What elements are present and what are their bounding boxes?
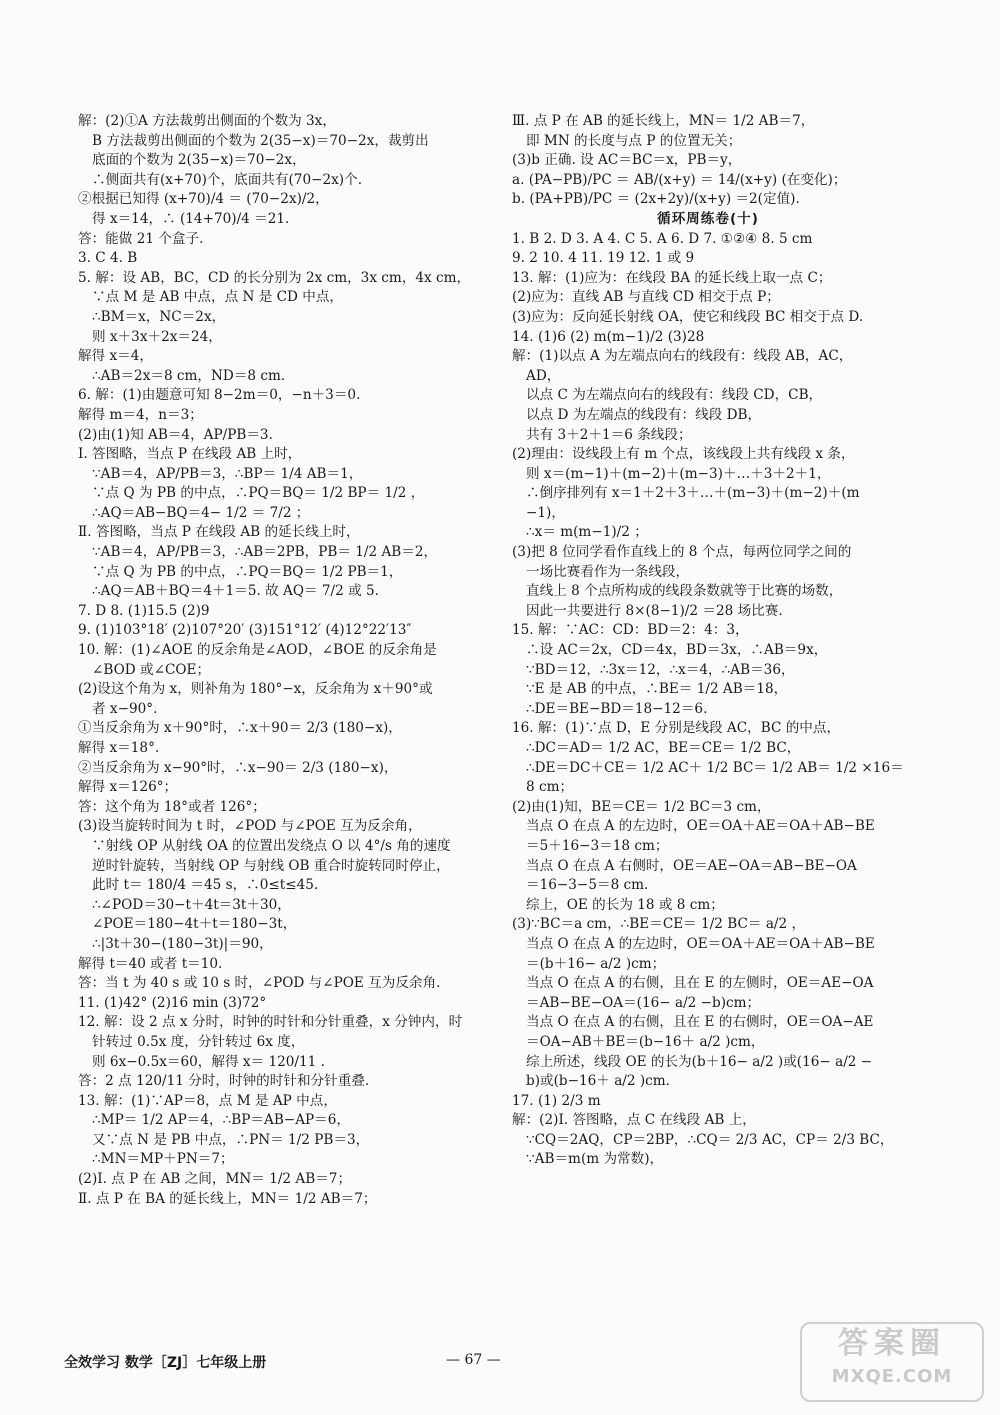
left-text-line: 9. (1)103°18′ (2)107°20′ (3)151°12′ (4)12°22′13″ [78, 622, 412, 639]
left-text-line: 答：这个角为 18°或者 126°； [78, 798, 266, 815]
left-text-line: Ⅱ. 点 P 在 BA 的延长线上，MN＝ 1/2 AB＝7； [78, 1190, 377, 1207]
right-text-line: 以点 C 为左端点向右的线段有：线段 CD，CB， [526, 387, 823, 404]
right-text-line: ∴DE＝BE−BD＝18−12＝6. [526, 700, 708, 717]
right-text-line: 解：(2)Ⅰ. 答图略，点 C 在线段 AB 上， [512, 1112, 756, 1129]
left-text-line: 针转过 0.5x 度，分针转过 6x 度， [92, 1033, 305, 1050]
left-text-line: 解得 x＝18°. [78, 740, 160, 756]
watermark-logo [800, 1322, 984, 1402]
right-text-line: 当点 O 在点 A 的右侧，且在 E 的左侧时，OE＝AE−OA [526, 975, 874, 992]
right-text-line: (2)理由：设线段上有 m 个点，该线段上共有线段 x 条， [512, 446, 855, 463]
right-text-line: 16. 解：(1)∵点 D，E 分别是线段 AC，BC 的中点， [512, 720, 841, 737]
right-text-line: ∴x＝ m(m−1)/2 ； [526, 524, 648, 541]
right-text-line: 当点 O 在点 A 的右侧，且在 E 的右侧时，OE＝OA−AE [526, 1014, 874, 1031]
right-text-line: ＝5＋16−3＝18 cm； [526, 837, 669, 854]
left-text-line: 底面的个数为 2(35−x)＝70−2x， [92, 152, 306, 169]
right-text-line: 解：(1)以点 A 为左端点向右的线段有：线段 AB，AC， [512, 348, 853, 365]
book-title: 全效学习 数学［ZJ］七年级上册 [64, 1355, 267, 1371]
right-text-line: 共有 3＋2＋1＝6 条线段； [526, 426, 692, 443]
right-text-line: b)或(b−16＋ a/2 )cm. [526, 1073, 670, 1090]
right-text-line: 以点 D 为左端点的线段有：线段 DB， [526, 406, 762, 423]
right-text-line: 一场比赛看作为一条线段， [526, 563, 690, 580]
right-text-line: 9. 2 10. 4 11. 19 12. 1 或 9 [512, 250, 695, 267]
right-text-line: 则 x＝(m−1)＋(m−2)＋(m−3)＋…＋3＋2＋1， [526, 465, 831, 482]
right-text-line: (3)应为：反向延长射线 OA，使它和线段 BC 相交于点 D. [512, 308, 864, 325]
left-text-line: ∠BOD 或∠COE； [92, 661, 211, 678]
right-text-line: (2)由(1)知，BE＝CE＝ 1/2 BC＝3 cm， [512, 798, 771, 815]
left-text-line: ∵点 Q 为 PB 的中点，∴PQ＝BQ＝ 1/2 BP＝ 1/2 ， [92, 485, 425, 502]
left-text-line: 答：能做 21 个盒子. [78, 230, 204, 247]
left-text-line: 6. 解：(1)由题意可知 8−2m＝0，−n＋3＝0. [78, 387, 361, 404]
right-text-line: 1. B 2. D 3. A 4. C 5. A 6. D 7. ①②④ 8. 5 cm [512, 230, 813, 247]
right-text-line: −1)， [526, 504, 565, 521]
left-text-line: Ⅱ. 答图略，当点 P 在线段 AB 的延长线上时， [78, 524, 360, 541]
page-number: — 67 — [446, 1352, 501, 1368]
right-text-line: 当点 O 在点 A 的左边时，OE＝OA＋AE＝OA＋AB−BE [526, 818, 875, 835]
left-text-line: (3)设当旋转时间为 t 时，∠POD 与∠POE 互为反余角， [78, 818, 422, 835]
watermark-bottom-text: MXQE.COM [831, 1366, 953, 1387]
right-text-line: (2)应为：直线 AB 与直线 CD 相交于点 P； [512, 289, 780, 306]
right-text-line: a. (PA−PB)/PC ＝ AB/(x+y) ＝ 14/(x+y) (在变化)； [512, 171, 847, 188]
left-text-line: 10. 解：(1)∠AOE 的反余角是∠AOD，∠BOE 的反余角是 [78, 642, 437, 659]
right-text-line: ∵BD＝12，∴3x＝12，∴x＝4，∴AB＝36， [526, 661, 795, 678]
right-text-line: ＝16−3−5＝8 cm. [526, 877, 649, 894]
left-text-line: ∵点 M 是 AB 中点，点 N 是 CD 中点， [92, 289, 344, 306]
left-text-line: 答：当 t 为 40 s 或 10 s 时，∠POD 与∠POE 互为反余角. [78, 975, 441, 992]
right-text-line: 当点 O 在点 A 右侧时，OE＝AE−OA＝AB−BE−OA [526, 857, 857, 874]
left-text-line: 又∵点 N 是 PB 中点，∴PN＝ 1/2 PB＝3， [92, 1131, 370, 1148]
right-text-line: ＝(b＋16− a/2 )cm； [526, 955, 666, 972]
left-text-line: ∴AQ＝AB＋BQ＝4＋1＝5. 故 AQ＝ 7/2 或 5. [92, 583, 379, 600]
left-text-line: ∠POE＝180−4t＋t＝180−3t， [92, 916, 297, 933]
left-text-line: 则 x＋3x＋2x＝24， [92, 328, 222, 345]
left-text-line: ∵射线 OP 从射线 OA 的位置出发绕点 O 以 4°/s 角的速度 [92, 837, 451, 854]
right-text-line: ＝OA−AB＋BE＝(b−16＋ a/2 )cm， [526, 1033, 765, 1050]
left-text-line: 答：2 点 120/11 分时，时钟的时针和分针重叠. [78, 1073, 370, 1090]
left-text-line: (2)设这个角为 x，则补角为 180°−x，反余角为 x＋90°或 [78, 681, 433, 698]
left-text-line: ∴BM＝x，NC＝2x， [92, 308, 226, 325]
left-text-line: 逆时针旋转，当射线 OP 与射线 OB 重合时旋转同时停止， [92, 857, 450, 874]
left-text-line: ∵AB＝4，AP/PB＝3，∴BP＝ 1/4 AB＝1， [92, 465, 363, 482]
right-text-line: 14. (1)6 (2) m(m−1)/2 (3)28 [512, 328, 705, 345]
left-text-line: 11. (1)42° (2)16 min (3)72° [78, 994, 267, 1011]
right-text-line: ∵E 是 AB 的中点，∴BE＝ 1/2 AB＝18， [526, 681, 788, 698]
right-text-line: AD， [526, 367, 561, 384]
left-text-line: 解得 m＝4，n＝3； [78, 406, 203, 423]
right-text-line: 8 cm； [526, 779, 574, 796]
left-text-line: ②根据已知得 (x+70)/4 ＝ (70−2x)/2， [78, 191, 329, 208]
left-text-line: 得 x＝14，∴ (14+70)/4 ＝21. [92, 210, 290, 227]
left-text-line: ∴MP＝ 1/2 AP＝4，∴BP＝AB−AP＝6， [92, 1112, 351, 1129]
left-text-line: 13. 解：(1)∵AP＝8，点 M 是 AP 中点， [78, 1092, 337, 1109]
right-text-line: 当点 O 在点 A 的左边时，OE＝OA＋AE＝OA＋AB−BE [526, 935, 875, 952]
right-text-line: ∵AB＝m(m 为常数)， [526, 1151, 664, 1168]
left-text-line: ∴侧面共有(x+70)个，底面共有(70−2x)个. [92, 171, 363, 188]
left-text-line: ∴|3t＋30−(180−3t)|＝90， [92, 935, 273, 952]
left-text-line: 解得 x＝126°； [78, 779, 178, 796]
right-text-line: ∴DC＝AD＝ 1/2 AC，BE＝CE＝ 1/2 BC， [526, 740, 801, 756]
right-text-line: 13. 解：(1)应为：在线段 BA 的延长线上取一点 C； [512, 269, 832, 286]
right-text-line: ∵CQ＝2AQ，CP＝2BP，∴CQ＝ 2/3 AC，CP＝ 2/3 BC， [526, 1131, 894, 1148]
left-text-line: B 方法裁剪出侧面的个数为 2(35−x)＝70−2x，裁剪出 [92, 132, 429, 149]
right-text-line: (3)把 8 位同学看作直线上的 8 个点，每两位同学之间的 [512, 544, 852, 561]
left-text-line: 解得 t＝40 或者 t＝10. [78, 955, 223, 972]
left-text-line: ∵AB＝4，AP/PB＝3，∴AB＝2PB，PB＝ 1/2 AB＝2， [92, 544, 438, 561]
left-text-line: (2)Ⅰ. 点 P 在 AB 之间，MN＝ 1/2 AB＝7； [78, 1171, 352, 1188]
right-text-line: (3)b 正确. 设 AC＝BC＝x，PB＝y， [512, 152, 742, 169]
left-text-line: ∴AQ＝AB−BQ＝4− 1/2 ＝ 7/2 ； [92, 504, 310, 521]
right-text-line: (3)∵BC＝a cm，∴BE＝CE＝ 1/2 BC＝ a/2 ， [512, 916, 806, 933]
right-column [512, 112, 904, 1170]
left-text-line: ∵点 Q 为 PB 的中点，∴PQ＝BQ＝ 1/2 PB＝1， [92, 563, 403, 580]
left-text-line: (2)由(1)知 AB＝4，AP/PB＝3. [78, 426, 273, 443]
left-text-line: 3. C 4. B [78, 250, 138, 267]
left-text-line: ①当反余角为 x＋90°时，∴x＋90＝ 2/3 (180−x)， [78, 720, 402, 737]
right-text-line: 综上所述，线段 OE 的长为(b＋16− a/2 )或(16− a/2 − [526, 1053, 873, 1070]
left-text-line: ②当反余角为 x−90°时，∴x−90＝ 2/3 (180−x)， [78, 759, 398, 776]
left-text-line: Ⅰ. 答图略，当点 P 在线段 AB 上时， [78, 446, 302, 463]
right-text-line: 15. 解：∵AC：CD：BD＝2：4：3， [512, 622, 749, 639]
left-text-line: 解：(2)①A 方法裁剪出侧面的个数为 3x， [78, 113, 336, 129]
right-text-line: 17. (1) 2/3 m [512, 1092, 601, 1109]
left-text-line: ∴MN＝MP＋PN＝7； [92, 1151, 234, 1168]
left-text-line: 12. 解：设 2 点 x 分时，时钟的时针和分针重叠，x 分钟内，时 [78, 1014, 463, 1031]
right-text-line: 循环周练卷(十) [657, 210, 759, 227]
left-text-line: 则 6x−0.5x＝60，解得 x＝ 120/11 . [92, 1053, 325, 1070]
right-text-line: ＝AB−BE−OA＝(16− a/2 −b)cm； [526, 994, 761, 1011]
right-text-line: 即 MN 的长度与点 P 的位置无关； [526, 132, 742, 149]
left-text-line: 5. 解：设 AB，BC，CD 的长分别为 2x cm，3x cm，4x cm， [78, 269, 471, 286]
right-text-line: 因此一共要进行 8×(8−1)/2 ＝28 场比赛. [526, 602, 783, 619]
right-text-line: ∴设 AC＝2x，CD＝4x，BD＝3x，∴AB＝9x， [526, 642, 828, 659]
right-text-line: ∴倒序排列有 x＝1＋2＋3＋…＋(m−3)＋(m−2)＋(m [526, 485, 860, 502]
left-text-line: 此时 t＝ 180/4 ＝45 s，∴0≤t≤45. [92, 877, 319, 894]
left-text-line: 解得 x＝4， [78, 348, 154, 365]
right-text-line: Ⅲ. 点 P 在 AB 的延长线上，MN＝ 1/2 AB＝7， [512, 113, 815, 129]
left-text-line: 者 x−90°. [92, 700, 158, 717]
right-text-line: 综上，OE 的长为 18 或 8 cm； [526, 896, 724, 913]
right-text-line: 直线上 8 个点所构成的线段条数就等于比赛的场数， [526, 583, 843, 600]
left-text-line: ∴AB＝2x＝8 cm，ND＝8 cm. [92, 367, 286, 384]
left-column [78, 112, 478, 1209]
right-text-line: ∴DE＝DC＋CE＝ 1/2 AC＋ 1/2 BC＝ 1/2 AB＝ 1/2 ×16＝ [526, 759, 904, 776]
left-text-line: 7. D 8. (1)15.5 (2)9 [78, 602, 210, 619]
right-text-line: b. (PA+PB)/PC ＝ (2x+2y)/(x+y) ＝2(定值). [512, 191, 800, 208]
watermark-top-text: 答案圈 [838, 1326, 946, 1361]
left-text-line: ∴∠POD＝30−t＋4t＝3t＋30， [92, 896, 291, 913]
